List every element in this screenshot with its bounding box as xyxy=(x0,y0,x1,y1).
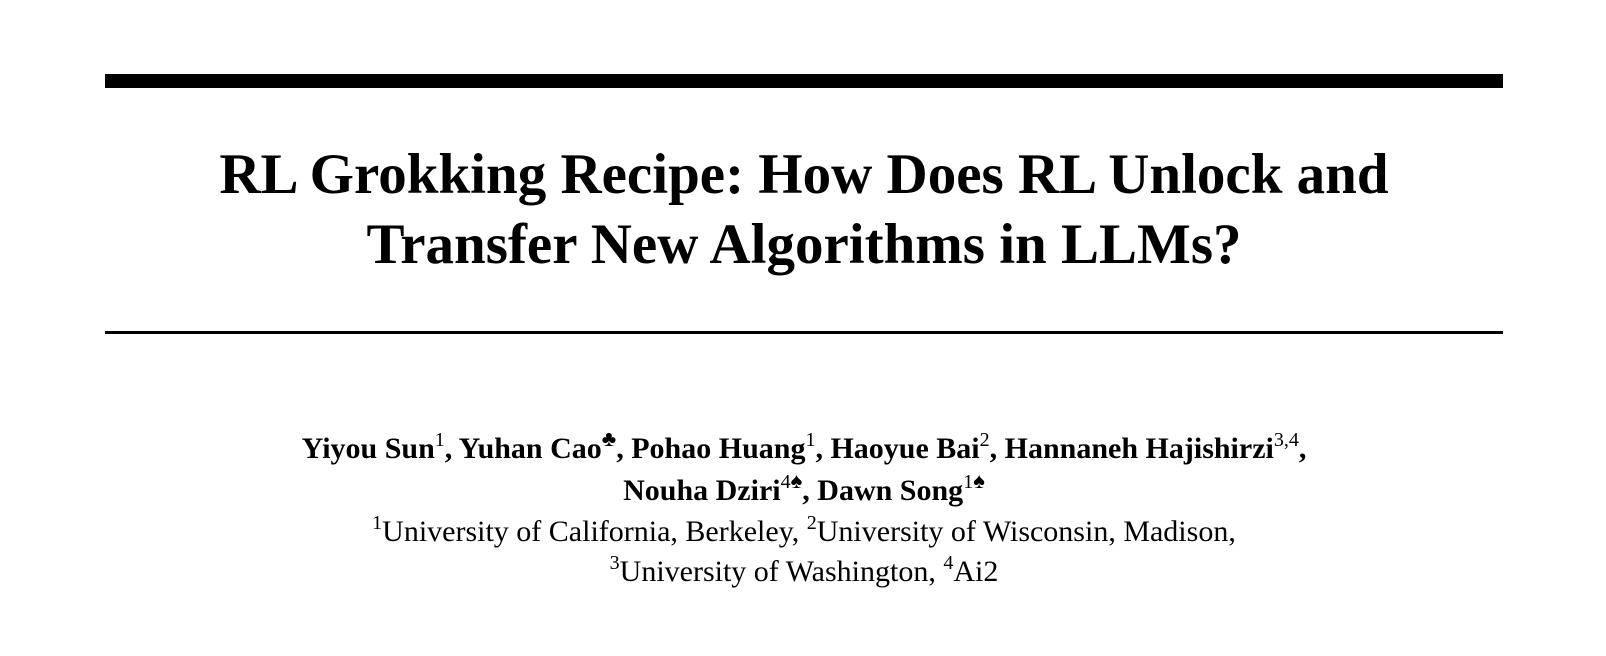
author-line-2: Nouha Dziri$^{4♠}$, Dawn Song$^{1♠}$ xyxy=(623,468,985,507)
affiliation: $^2$University of Wisconsin, Madison, xyxy=(806,512,1236,548)
author: Yuhan Cao♣ xyxy=(458,426,617,465)
top-rule xyxy=(105,74,1503,88)
author: Haoyue Bai$^2$ xyxy=(830,429,990,465)
author-line-1: Yiyou Sun$^1$, Yuhan Cao♣, Pohao Huang$^1$, Haoyue Bai$^2$, Hannaneh Hajishirzi$^{3,4}$, xyxy=(301,426,1307,465)
author-affiliation: 2 xyxy=(979,429,990,451)
title-line-1: RL Grokking Recipe: How Does RL Unlock and xyxy=(219,143,1389,206)
author: Hannaneh Hajishirzi$^{3,4}$ xyxy=(1004,429,1299,465)
club-icon: ♣ xyxy=(601,426,617,451)
affiliation-list xyxy=(105,512,1503,592)
author-list xyxy=(105,428,1503,512)
bottom-rule xyxy=(105,331,1503,334)
author-affiliation: 1 xyxy=(963,471,974,493)
affiliation: $^1$University of California, Berkeley, xyxy=(372,512,800,548)
affiliation: $^3$University of Washington, xyxy=(609,552,936,588)
author-affiliation: 4 xyxy=(780,471,791,493)
affiliation-line-2 xyxy=(105,552,1503,592)
author: Yiyou Sun$^1$ xyxy=(301,429,445,465)
affiliation-line-1 xyxy=(105,512,1503,552)
title-line-2: Transfer New Algorithms in LLMs? xyxy=(366,213,1242,276)
author-affiliation: 1 xyxy=(434,429,445,451)
author: Nouha Dziri$^{4♠}$ xyxy=(623,468,803,507)
author-affiliation: 1 xyxy=(805,429,816,451)
spade-icon: ♠ xyxy=(973,468,985,493)
author-affiliation: 3,4 xyxy=(1273,429,1299,451)
affiliation: $^4$Ai2 xyxy=(943,552,999,588)
paper-title xyxy=(105,140,1503,280)
spade-icon: ♠ xyxy=(790,468,803,493)
author: Pohao Huang$^1$ xyxy=(631,429,816,465)
author: Dawn Song$^{1♠}$ xyxy=(817,468,985,507)
